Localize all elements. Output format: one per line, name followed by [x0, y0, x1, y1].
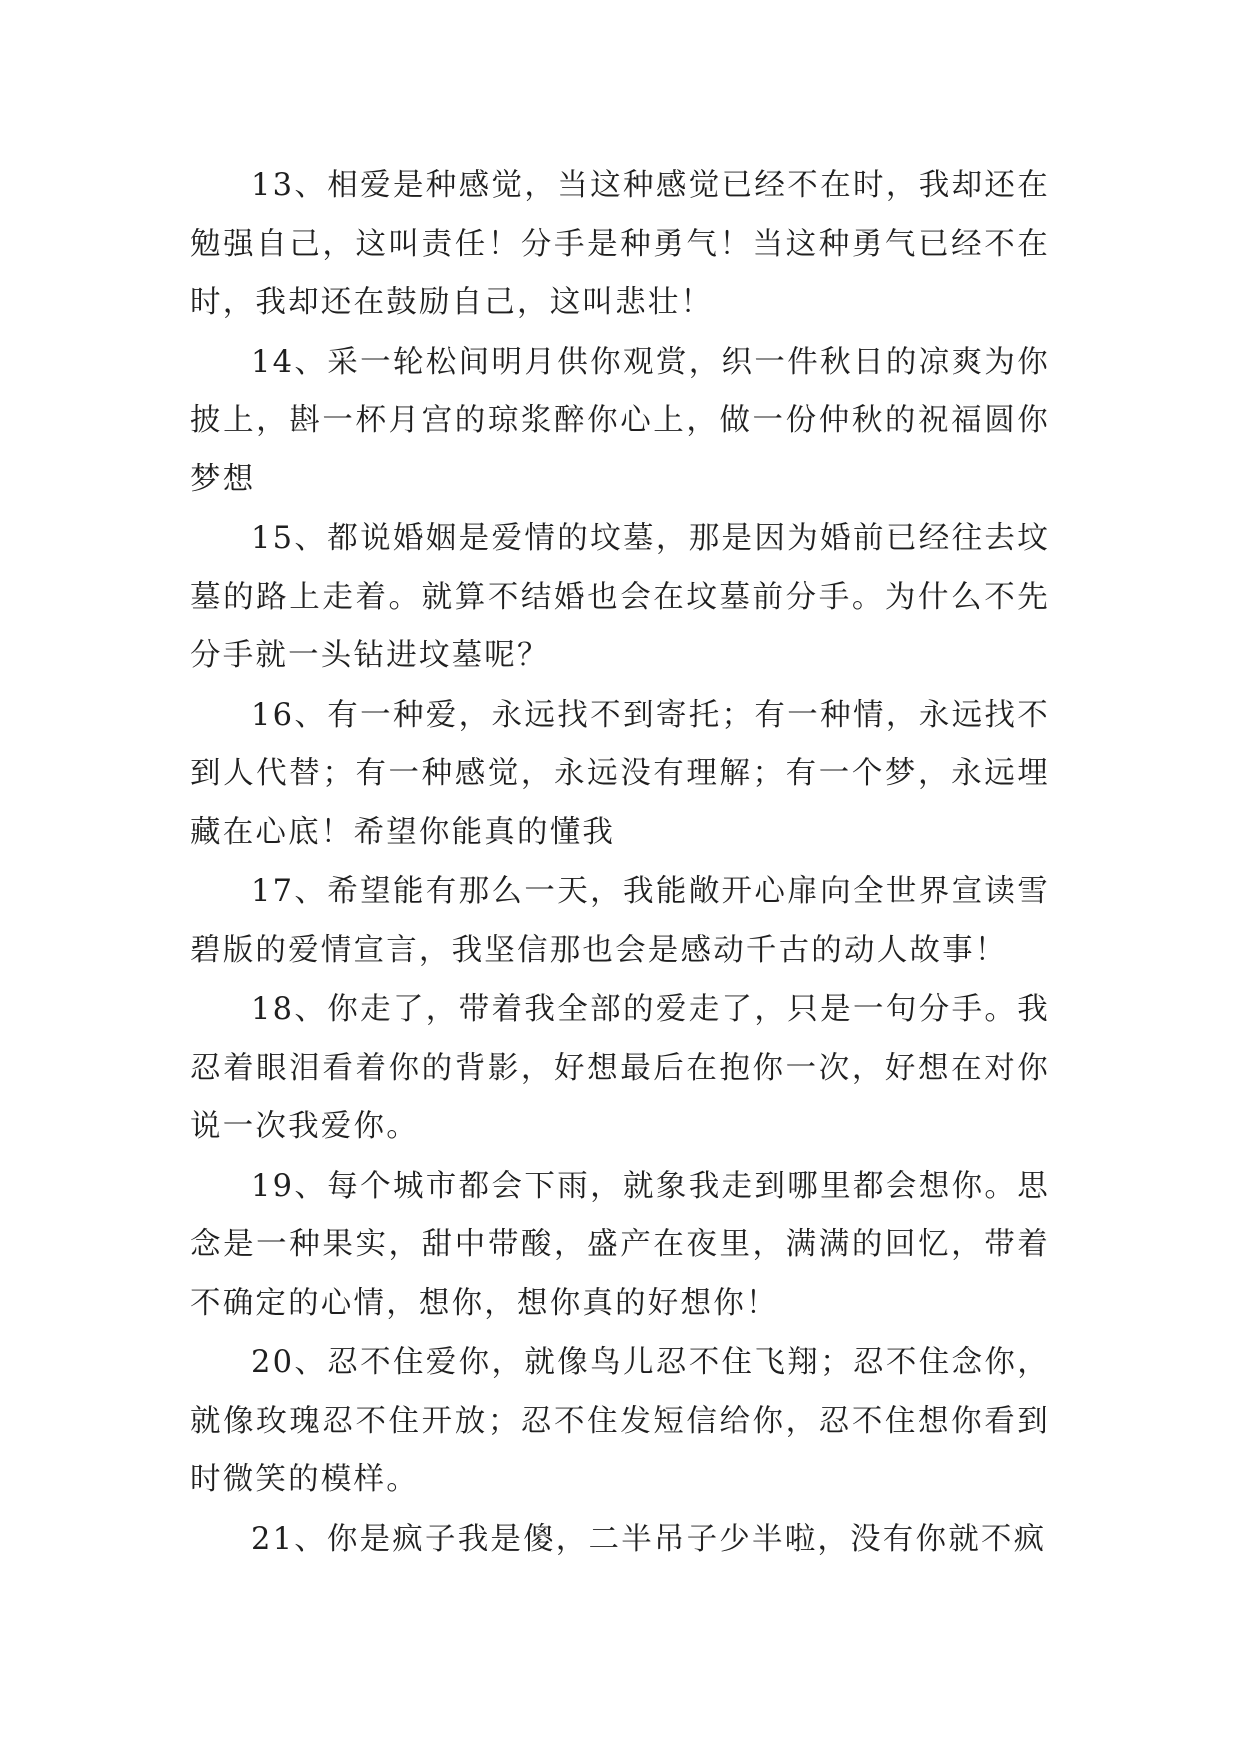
paragraph-21: 21、你是疯子我是傻，二半吊子少半啦，没有你就不疯: [251, 1521, 1047, 1557]
paragraph-20: 20、忍不住爱你，就像鸟儿忍不住飞翔；忍不住念你，就像玫瑰忍不住开放；忍不住发短信给你，忍不住想你看到时微笑的模样。: [190, 1345, 1050, 1497]
paragraph-17: 17、希望能有那么一天，我能敞开心扉向全世界宣读雪碧版的爱情宣言，我坚信那也会是感动千古的动人故事！: [190, 874, 1050, 968]
document-body: [190, 157, 1050, 1570]
paragraph-16: 16、有一种爱，永远找不到寄托；有一种情，永远找不到人代替；有一种感觉，永远没有理解；有一个梦，永远埋藏在心底！希望你能真的懂我: [190, 697, 1050, 850]
paragraph-19: 19、每个城市都会下雨，就象我走到哪里都会想你。思念是一种果实，甜中带酸，盛产在夜里，满满的回忆，带着不确定的心情，想你，想你真的好想你！: [190, 1168, 1050, 1321]
paragraph-13: 13、相爱是种感觉，当这种感觉已经不在时，我却还在勉强自己，这叫责任！分手是种勇气！当这种勇气已经不在时，我却还在鼓励自己，这叫悲壮！: [190, 168, 1050, 320]
paragraph-18: 18、你走了，带着我全部的爱走了，只是一句分手。我忍着眼泪看着你的背影，好想最后在抱你一次，好想在对你说一次我爱你。: [190, 992, 1050, 1144]
paragraph-14: 14、采一轮松间明月供你观赏，织一件秋日的凉爽为你披上，斟一杯月宫的琼浆醉你心上，做一份仲秋的祝福圆你梦想: [190, 344, 1050, 497]
paragraph-15: 15、都说婚姻是爱情的坟墓，那是因为婚前已经往去坟墓的路上走着。就算不结婚也会在坟墓前分手。为什么不先分手就一头钻进坟墓呢？: [190, 521, 1050, 673]
